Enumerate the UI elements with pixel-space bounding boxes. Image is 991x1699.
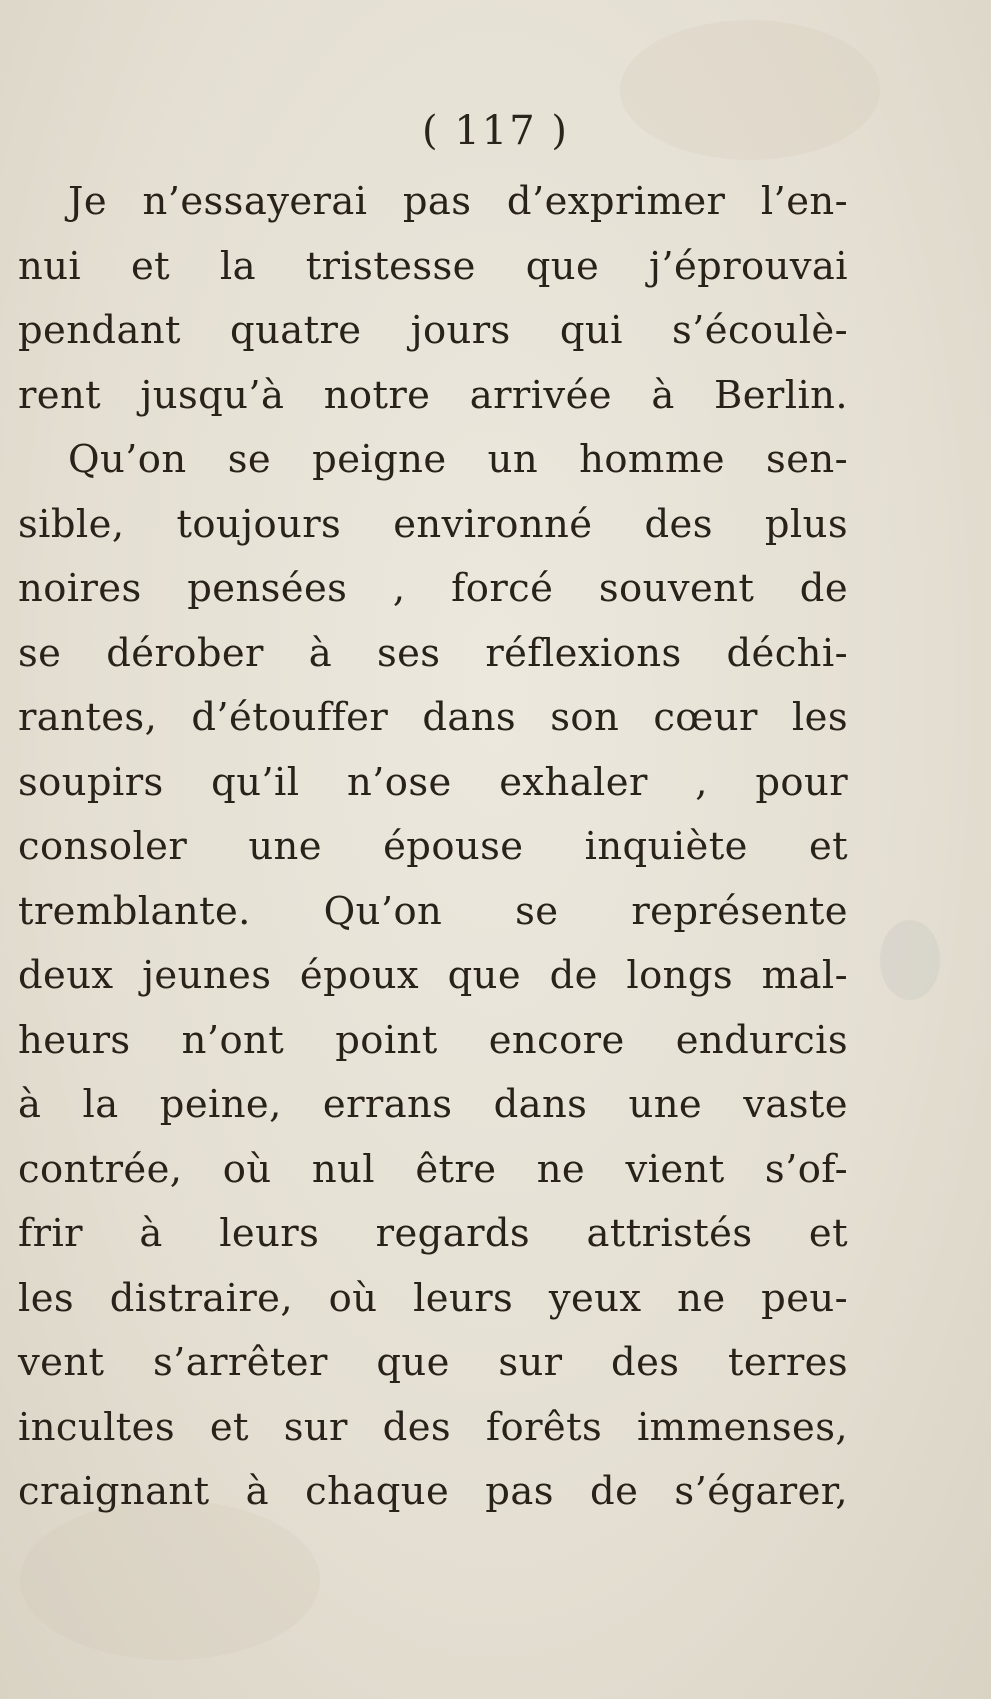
paper-stain xyxy=(880,920,940,1000)
text-line: craignant à chaque pas de s’égarer, xyxy=(18,1469,848,1514)
text-line: tremblante. Qu’on se représente xyxy=(18,888,848,934)
text-line: consoler une épouse inquiète et xyxy=(18,824,848,869)
text-line: heurs n’ont point encore endurcis xyxy=(18,1017,848,1063)
text-line: les distraire, où leurs yeux ne peu- xyxy=(18,1275,848,1321)
text-line: deux jeunes époux que de longs mal- xyxy=(18,953,848,998)
text-line: frir à leurs regards attristés et xyxy=(18,1211,848,1256)
text-line: pendant quatre jours qui s’écoulè- xyxy=(18,308,848,353)
page-number: ( 117 ) xyxy=(422,108,569,154)
text-line: rantes, d’étouffer dans son cœur les xyxy=(18,695,848,740)
text-line: incultes et sur des forêts immenses, xyxy=(18,1404,848,1450)
text-line: Qu’on se peigne un homme sen- xyxy=(68,437,848,482)
text-line: vent s’arrêter que sur des terres xyxy=(18,1340,848,1385)
text-line: Je n’essayerai pas d’exprimer l’en- xyxy=(68,179,848,224)
text-line: contrée, où nul être ne vient s’of- xyxy=(18,1146,848,1192)
body-text xyxy=(18,170,848,1525)
text-line: se dérober à ses réflexions déchi- xyxy=(18,630,848,676)
text-line: sible, toujours environné des plus xyxy=(18,501,848,547)
text-line: soupirs qu’il n’ose exhaler , pour xyxy=(18,759,848,805)
text-line: noires pensées , forcé souvent de xyxy=(18,566,848,611)
text-line: nui et la tristesse que j’éprouvai xyxy=(18,243,848,289)
text-line: rent jusqu’à notre arrivée à Berlin. xyxy=(18,372,848,418)
text-line: à la peine, errans dans une vaste xyxy=(18,1082,848,1127)
